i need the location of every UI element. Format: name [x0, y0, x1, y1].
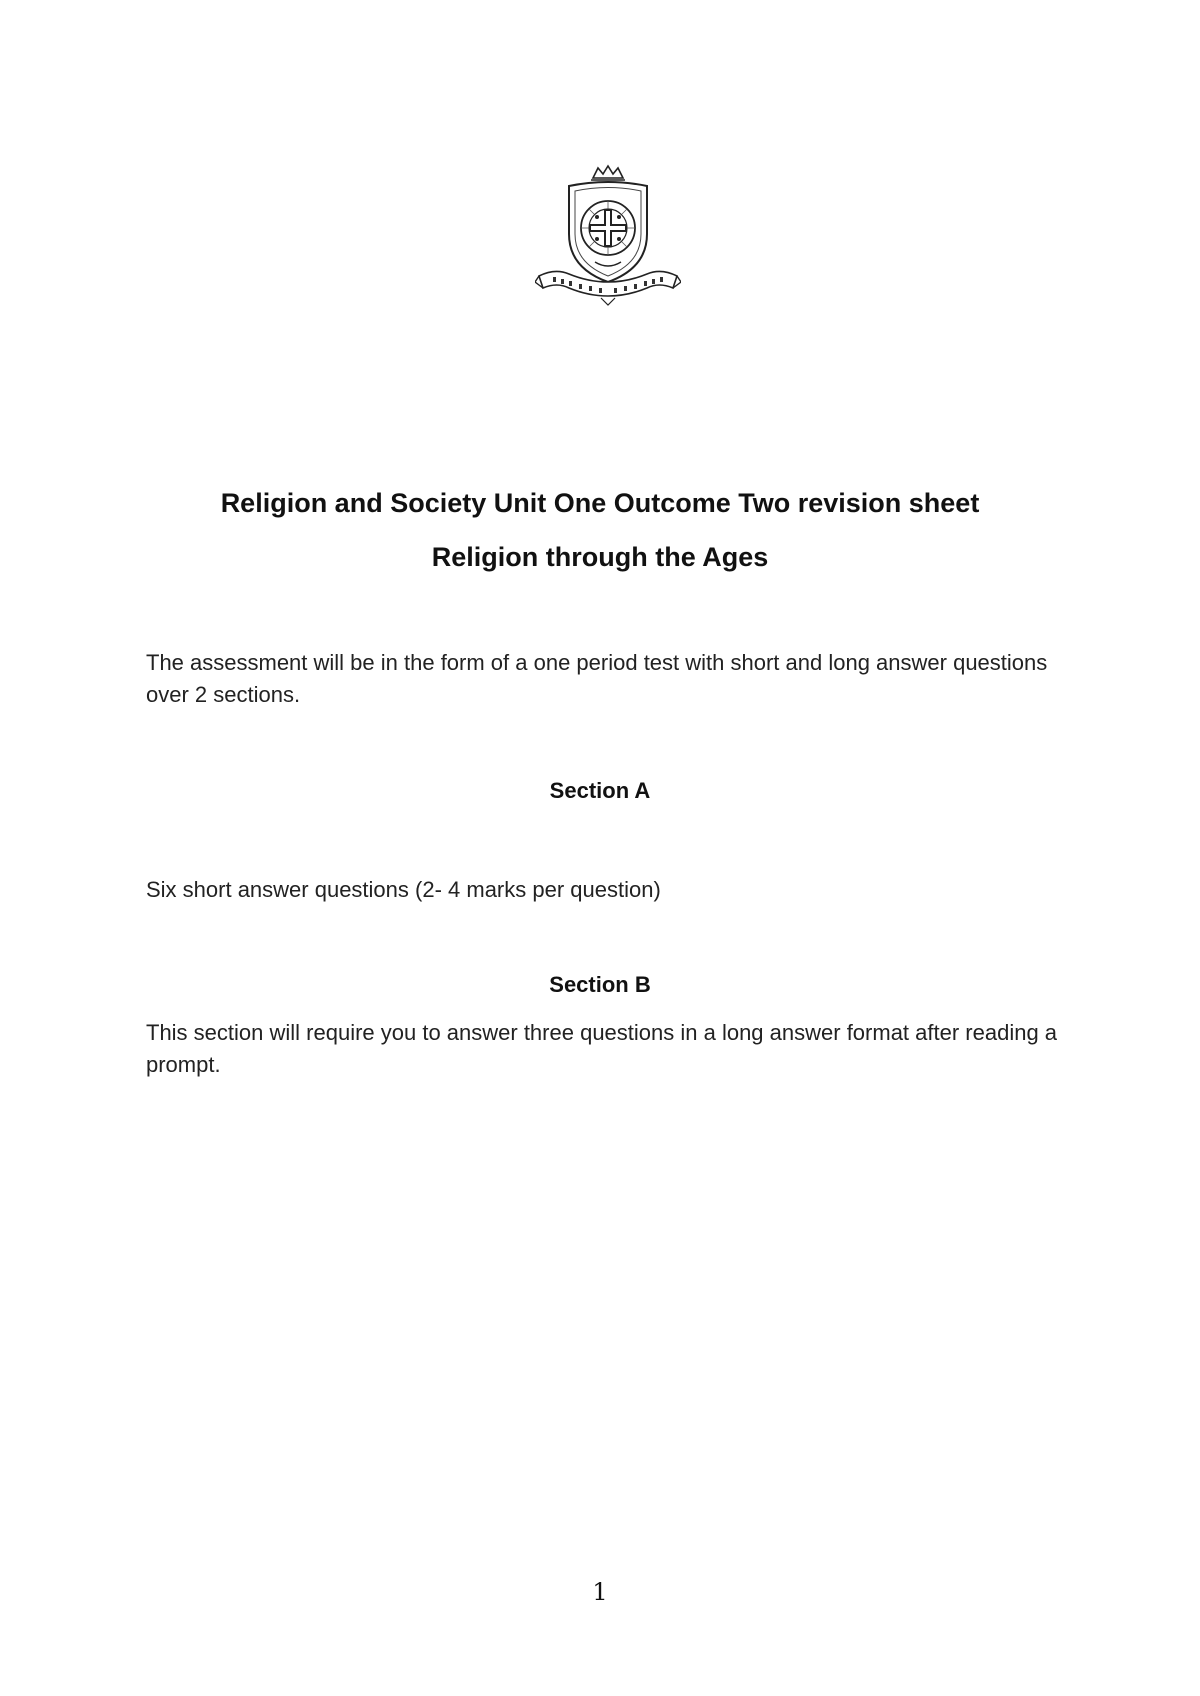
section-a-heading: Section A: [549, 778, 651, 803]
school-crest-logo: [535, 164, 681, 306]
document-subtitle: Religion through the Ages: [431, 542, 769, 572]
intro-paragraph: The assessment will be in the form of a one period test with short and long answer questions over 2 sections.: [146, 650, 1048, 707]
page-number: 1: [592, 1578, 608, 1606]
document-title: Religion and Society Unit One Outcome Two revision sheet: [220, 488, 980, 518]
section-a-description: Six short answer questions (2- 4 marks per question): [146, 877, 661, 902]
section-b-description: This section will require you to answer three questions in a long answer format after reading a prompt.: [146, 1020, 1058, 1077]
section-b-heading: Section B: [549, 972, 651, 997]
